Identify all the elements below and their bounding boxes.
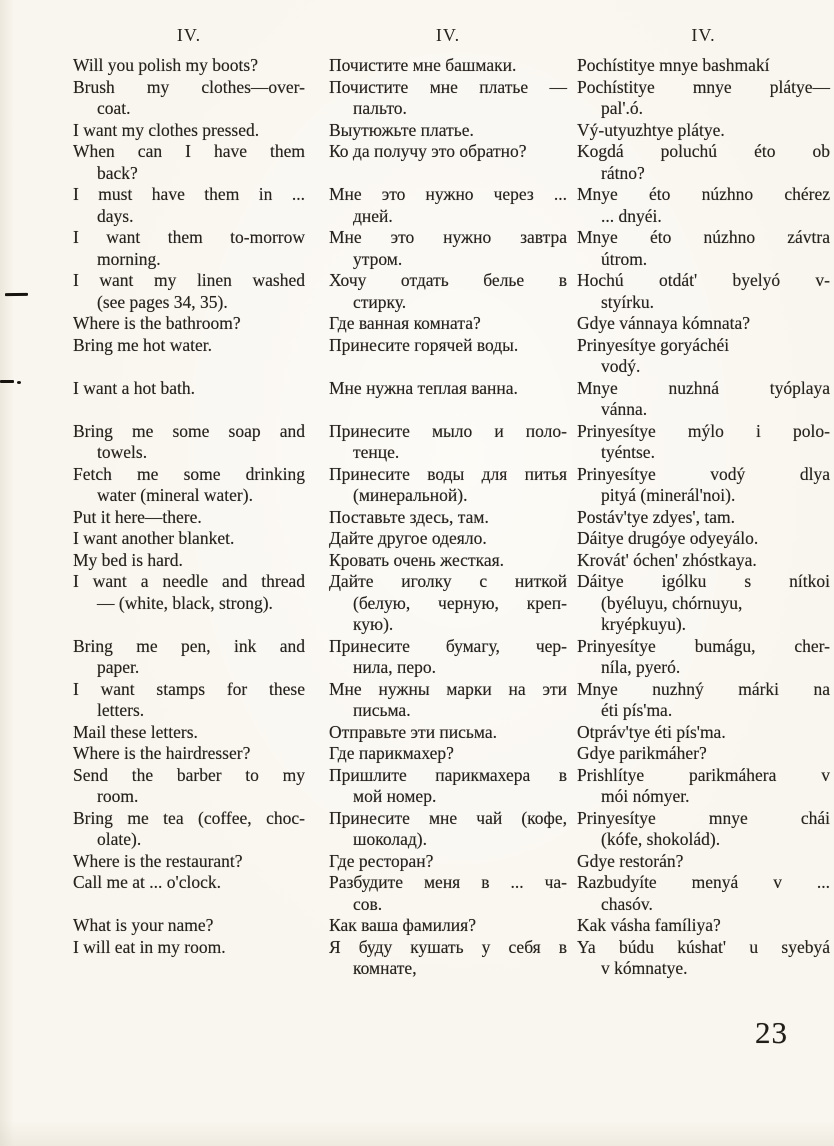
phrase-line: v kómnatye. bbox=[601, 958, 688, 978]
phrase-line: Где ресторан? bbox=[329, 850, 434, 871]
phrase-line: Put it here—there. bbox=[73, 506, 202, 527]
phrase-line: Хочу отдать белье в bbox=[329, 270, 567, 290]
phrase-line: Hochú otdát' byelyó v- bbox=[577, 270, 830, 290]
phrase-english-cell bbox=[73, 722, 305, 744]
page-number: 23 bbox=[755, 1015, 788, 1050]
phrase-line: Gdye vánnaya kómnata? bbox=[577, 313, 750, 333]
phrase-russian-cell bbox=[329, 464, 567, 507]
phrase-row bbox=[73, 571, 830, 636]
phrase-russian-cell bbox=[329, 722, 567, 744]
phrase-translit-cell bbox=[577, 227, 830, 270]
phrase-english-cell bbox=[73, 464, 305, 507]
phrase-translit-cell bbox=[577, 464, 830, 507]
phrase-line: When can I have them bbox=[73, 141, 305, 161]
phrase-translit-cell bbox=[577, 851, 830, 873]
phrase-english-cell bbox=[73, 421, 305, 464]
phrase-line: vánna. bbox=[601, 399, 648, 419]
phrase-row bbox=[73, 335, 830, 378]
margin-dash-mark bbox=[5, 293, 28, 296]
phrase-line: Принесите мне чай (кофе, bbox=[329, 807, 567, 828]
phrase-english-cell bbox=[73, 184, 305, 227]
phrase-english-cell bbox=[73, 378, 305, 400]
phrase-line: olate). bbox=[97, 829, 142, 849]
phrase-line: I want a hot bath. bbox=[73, 377, 195, 398]
phrase-russian-cell bbox=[329, 528, 567, 550]
phrase-line: Dáitye igólku s nítkoi bbox=[577, 571, 830, 591]
phrase-row bbox=[73, 77, 830, 120]
phrase-line: Where is the hairdresser? bbox=[73, 743, 251, 763]
phrase-translit-cell bbox=[577, 743, 830, 765]
phrase-line: сов. bbox=[353, 893, 383, 914]
phrase-line: стирку. bbox=[353, 291, 407, 312]
phrase-line: Почистите мне платье — bbox=[329, 76, 567, 97]
phrase-translit-cell bbox=[577, 507, 830, 529]
phrase-row bbox=[73, 141, 830, 184]
phrase-russian-cell bbox=[329, 55, 567, 77]
phrase-translit-cell bbox=[577, 872, 830, 915]
phrase-line: Принесите мыло и поло- bbox=[329, 420, 567, 441]
phrase-line: Pochístitye mnye bashmakí bbox=[577, 55, 770, 75]
phrase-line: I want my clothes pressed. bbox=[73, 119, 260, 140]
phrase-line: vodý. bbox=[601, 356, 641, 376]
phrase-row bbox=[73, 270, 830, 313]
phrase-line: Отправьте эти письма. bbox=[329, 721, 498, 742]
phrase-line: Gdye parikmáher? bbox=[577, 743, 707, 763]
phrase-translit-cell bbox=[577, 679, 830, 722]
phrase-russian-cell bbox=[329, 743, 567, 765]
phrase-line: Я буду кушать у себя в bbox=[329, 936, 567, 957]
phrase-english-cell bbox=[73, 765, 305, 808]
phrase-line: Mnye nuzhná tyóplaya bbox=[577, 377, 830, 398]
phrase-english-cell bbox=[73, 915, 305, 937]
phrase-line: Where is the restaurant? bbox=[73, 850, 243, 871]
phrase-translit-cell bbox=[577, 915, 830, 937]
phrase-row bbox=[73, 120, 830, 142]
phrase-english-cell bbox=[73, 851, 305, 873]
phrase-russian-cell bbox=[329, 550, 567, 572]
phrase-row bbox=[73, 313, 830, 335]
phrase-line: I want my linen washed bbox=[73, 270, 305, 290]
phrase-line: (kófe, shokolád). bbox=[601, 829, 721, 849]
phrase-line: Prinyesítye goryáchéi bbox=[577, 334, 730, 355]
phrase-line: Поставьте здесь, там. bbox=[329, 506, 489, 527]
phrase-russian-cell bbox=[329, 77, 567, 120]
phrase-row bbox=[73, 743, 830, 765]
phrase-line: Postáv'tye zdyes', tam. bbox=[577, 506, 735, 527]
phrase-russian-cell bbox=[329, 270, 567, 313]
phrase-row bbox=[73, 636, 830, 679]
phrase-line: chasóv. bbox=[601, 893, 653, 914]
phrase-russian-cell bbox=[329, 184, 567, 227]
phrase-row bbox=[73, 765, 830, 808]
phrase-line: шоколад). bbox=[353, 829, 427, 849]
phrase-line: I want another blanket. bbox=[73, 528, 235, 548]
phrase-line: Разбудите меня в ... ча- bbox=[329, 872, 567, 892]
phrase-translit-cell bbox=[577, 55, 830, 77]
phrase-line: My bed is hard. bbox=[73, 549, 183, 570]
phrase-english-cell bbox=[73, 937, 305, 959]
phrase-line: rátno? bbox=[601, 162, 645, 183]
phrase-line: Мне это нужно через ... bbox=[329, 184, 567, 204]
phrase-english-cell bbox=[73, 227, 305, 270]
phrase-line: дней. bbox=[353, 205, 393, 226]
phrase-line: I want a needle and thread bbox=[73, 571, 305, 591]
phrase-line: Vý-utyuzhtye plátye. bbox=[577, 119, 725, 140]
phrase-line: Call me at ... o'clock. bbox=[73, 872, 221, 892]
phrase-translit-cell bbox=[577, 571, 830, 636]
phrase-translit-cell bbox=[577, 528, 830, 550]
phrase-translit-cell bbox=[577, 313, 830, 335]
phrase-line: Ко да получу это обратно? bbox=[329, 141, 527, 161]
phrase-line: mói nómyer. bbox=[601, 786, 690, 806]
phrase-line: útrom. bbox=[601, 248, 648, 269]
phrase-translit-cell bbox=[577, 765, 830, 808]
phrase-russian-cell bbox=[329, 851, 567, 873]
phrase-row bbox=[73, 464, 830, 507]
phrase-translit-cell bbox=[577, 636, 830, 679]
phrase-line: styírku. bbox=[601, 291, 654, 312]
phrase-line: — (white, black, strong). bbox=[97, 592, 273, 613]
phrase-rows bbox=[73, 55, 830, 980]
phrase-english-cell bbox=[73, 808, 305, 851]
phrase-line: Prinyesítye bumágu, cher- bbox=[577, 635, 830, 656]
phrase-row bbox=[73, 722, 830, 744]
phrase-line: (минеральной). bbox=[353, 485, 468, 505]
phrase-row bbox=[73, 550, 830, 572]
phrase-row bbox=[73, 915, 830, 937]
phrase-line: Where is the bathroom? bbox=[73, 313, 241, 333]
phrase-line: tyéntse. bbox=[601, 442, 655, 462]
phrase-russian-cell bbox=[329, 141, 567, 163]
phrase-line: Bring me some soap and bbox=[73, 420, 305, 441]
phrase-translit-cell bbox=[577, 722, 830, 744]
phrase-english-cell bbox=[73, 77, 305, 120]
phrase-line: Brush my clothes—over- bbox=[73, 76, 305, 97]
phrase-line: kryépkuyu). bbox=[601, 614, 687, 634]
phrase-row bbox=[73, 184, 830, 227]
phrase-line: I want stamps for these bbox=[73, 678, 305, 699]
phrase-line: Bring me hot water. bbox=[73, 334, 213, 355]
phrase-english-cell bbox=[73, 636, 305, 679]
phrase-line: нила, перо. bbox=[353, 657, 436, 677]
phrase-line: Krovát' óchen' zhóstkaya. bbox=[577, 549, 757, 570]
phrase-translit-cell bbox=[577, 937, 830, 980]
phrase-line: Bring me pen, ink and bbox=[73, 635, 305, 656]
phrase-english-cell bbox=[73, 141, 305, 184]
phrase-translit-cell bbox=[577, 421, 830, 464]
phrase-translit-cell bbox=[577, 77, 830, 120]
phrase-russian-cell bbox=[329, 915, 567, 937]
phrase-line: Pochístitye mnye plátye— bbox=[577, 76, 830, 97]
phrase-line: morning. bbox=[97, 248, 161, 269]
margin-dot-mark bbox=[17, 381, 21, 384]
phrase-line: Prinyesítye vodý dlya bbox=[577, 463, 830, 484]
phrase-line: Mnye nuzhný márki na bbox=[577, 678, 830, 699]
phrase-line: éti pís'ma. bbox=[601, 700, 673, 720]
phrase-line: towels. bbox=[97, 442, 148, 462]
phrase-english-cell bbox=[73, 270, 305, 313]
phrase-line: pityá (minerál'noi). bbox=[601, 485, 736, 505]
phrase-line: Mnye éto núzhno závtra bbox=[577, 227, 830, 247]
phrase-translit-cell bbox=[577, 120, 830, 142]
phrase-line: Принесите бумагу, чер- bbox=[329, 635, 567, 656]
phrase-line: back? bbox=[97, 162, 138, 183]
phrase-line: days. bbox=[97, 205, 134, 226]
phrase-line: Mail these letters. bbox=[73, 721, 198, 742]
phrase-line: Принесите воды для питья bbox=[329, 463, 567, 484]
phrase-english-cell bbox=[73, 335, 305, 357]
phrase-english-cell bbox=[73, 872, 305, 894]
phrase-english-cell bbox=[73, 507, 305, 529]
phrase-russian-cell bbox=[329, 227, 567, 270]
phrase-english-cell bbox=[73, 743, 305, 765]
phrase-translit-cell bbox=[577, 335, 830, 378]
phrase-line: (белую, черную, креп- bbox=[353, 592, 567, 613]
phrase-row bbox=[73, 528, 830, 550]
phrase-line: утром. bbox=[353, 248, 403, 269]
phrase-line: Bring me tea (coffee, choc- bbox=[73, 807, 305, 828]
phrase-line: (see pages 34, 35). bbox=[97, 291, 228, 312]
phrase-row bbox=[73, 507, 830, 529]
phrase-line: Kogdá poluchú éto ob bbox=[577, 141, 830, 161]
phrase-line: Dáitye drugóye odyeyálo. bbox=[577, 528, 759, 548]
phrase-line: Дайте иголку с ниткой bbox=[329, 571, 567, 591]
phrase-english-cell bbox=[73, 571, 305, 614]
phrase-line: Принесите горячей воды. bbox=[329, 334, 519, 355]
phrase-russian-cell bbox=[329, 937, 567, 980]
phrase-translit-cell bbox=[577, 270, 830, 313]
phrase-russian-cell bbox=[329, 571, 567, 636]
phrase-english-cell bbox=[73, 528, 305, 550]
phrase-line: Send the barber to my bbox=[73, 764, 305, 785]
phrase-line: Otpráv'tye éti pís'ma. bbox=[577, 721, 726, 742]
phrase-line: Выутюжьте платье. bbox=[329, 119, 474, 140]
phrase-line: water (mineral water). bbox=[97, 485, 253, 505]
section-header-russian: IV. bbox=[435, 25, 461, 45]
phrase-english-cell bbox=[73, 550, 305, 572]
margin-dash-mark bbox=[0, 380, 14, 383]
phrase-russian-cell bbox=[329, 636, 567, 679]
phrase-russian-cell bbox=[329, 313, 567, 335]
phrase-translit-cell bbox=[577, 808, 830, 851]
phrase-line: кую). bbox=[353, 614, 394, 634]
phrase-line: письма. bbox=[353, 700, 411, 720]
phrase-english-cell bbox=[73, 679, 305, 722]
phrase-line: Где ванная комната? bbox=[329, 313, 481, 333]
phrase-line: Ya búdu kúshat' u syebyá bbox=[577, 936, 830, 957]
phrase-row bbox=[73, 378, 830, 421]
phrase-line: paper. bbox=[97, 657, 140, 677]
phrase-line: Prinyesítye mnye chái bbox=[577, 807, 830, 828]
phrase-russian-cell bbox=[329, 335, 567, 357]
phrase-english-cell bbox=[73, 313, 305, 335]
phrase-line: Razbudyíte menyá v ... bbox=[577, 872, 830, 892]
phrase-line: Prishlítye parikmáhera v bbox=[577, 764, 830, 785]
phrase-line: комнате, bbox=[353, 958, 417, 978]
phrase-russian-cell bbox=[329, 765, 567, 808]
phrase-line: тенце. bbox=[353, 442, 400, 462]
phrase-russian-cell bbox=[329, 378, 567, 400]
phrase-row bbox=[73, 851, 830, 873]
phrase-line: Will you polish my boots? bbox=[73, 55, 258, 75]
phrase-russian-cell bbox=[329, 421, 567, 464]
phrase-line: Fetch me some drinking bbox=[73, 463, 305, 484]
phrase-russian-cell bbox=[329, 679, 567, 722]
phrase-line: Prinyesítye mýlo i polo- bbox=[577, 420, 830, 441]
section-header-english: IV. bbox=[176, 25, 202, 45]
phrase-line: Почистите мне башмаки. bbox=[329, 55, 517, 75]
phrase-line: Мне нужна теплая ванна. bbox=[329, 377, 518, 398]
phrase-line: Gdye restorán? bbox=[577, 850, 684, 871]
section-header-translit: IV. bbox=[691, 25, 716, 45]
phrase-row bbox=[73, 227, 830, 270]
phrase-line: Мне это нужно завтра bbox=[329, 227, 567, 247]
phrase-english-cell bbox=[73, 120, 305, 142]
phrase-translit-cell bbox=[577, 378, 830, 421]
phrase-line: Как ваша фамилия? bbox=[329, 915, 476, 935]
phrase-line: letters. bbox=[97, 700, 145, 720]
phrase-line: мой номер. bbox=[353, 786, 437, 806]
phrase-line: pal'.ó. bbox=[601, 98, 644, 118]
phrase-translit-cell bbox=[577, 141, 830, 184]
phrase-translit-cell bbox=[577, 184, 830, 227]
phrase-row bbox=[73, 872, 830, 915]
phrase-line: Kak vásha famíliya? bbox=[577, 915, 721, 935]
phrase-russian-cell bbox=[329, 120, 567, 142]
phrase-line: I will eat in my room. bbox=[73, 936, 226, 957]
phrase-row bbox=[73, 55, 830, 77]
phrase-line: Mnye éto núzhno chérez bbox=[577, 184, 830, 204]
phrase-row bbox=[73, 421, 830, 464]
phrase-row bbox=[73, 808, 830, 851]
phrase-line: Пришлите парикмахера в bbox=[329, 764, 567, 785]
phrase-english-cell bbox=[73, 55, 305, 77]
phrase-russian-cell bbox=[329, 507, 567, 529]
phrase-line: níla, pyeró. bbox=[601, 657, 681, 677]
phrase-line: Мне нужны марки на эти bbox=[329, 678, 567, 699]
phrase-line: I must have them in ... bbox=[73, 184, 305, 204]
phrase-russian-cell bbox=[329, 808, 567, 851]
phrase-line: (byéluyu, chórnuyu, bbox=[601, 592, 743, 613]
phrase-line: I want them to-morrow bbox=[73, 227, 305, 247]
phrase-line: coat. bbox=[97, 98, 131, 118]
phrase-line: Где парикмахер? bbox=[329, 743, 454, 763]
phrase-row bbox=[73, 679, 830, 722]
phrase-line: What is your name? bbox=[73, 915, 214, 935]
phrase-line: ... dnyéi. bbox=[601, 205, 662, 226]
phrase-line: room. bbox=[97, 786, 139, 806]
phrase-line: Кровать очень жесткая. bbox=[329, 549, 505, 570]
phrase-line: пальто. bbox=[353, 98, 407, 118]
section-headers bbox=[73, 24, 830, 46]
phrase-line: Дайте другое одеяло. bbox=[329, 528, 487, 548]
phrase-russian-cell bbox=[329, 872, 567, 915]
phrase-translit-cell bbox=[577, 550, 830, 572]
phrase-row bbox=[73, 937, 830, 980]
